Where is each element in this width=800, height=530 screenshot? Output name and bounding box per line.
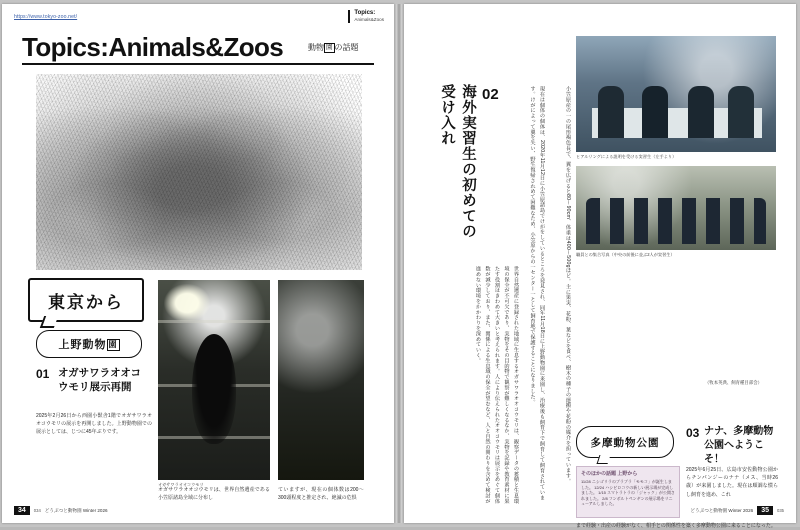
tokyo-stamp-label: 東京から bbox=[48, 292, 124, 312]
corner-logo bbox=[348, 10, 384, 23]
section-02-signature: （牧本英典、飼育種目部会） bbox=[704, 380, 762, 385]
masthead-subtitle bbox=[308, 42, 359, 53]
masthead-rule bbox=[22, 63, 374, 65]
internship-photo-2-caption: 職員との集合写真（中央の前後に並ぶ2人が実習生） bbox=[576, 252, 675, 257]
tama-zoo-label: 多摩動物公園 bbox=[590, 436, 660, 449]
right-page-number: 35 bbox=[757, 506, 773, 515]
tama-zoo-bubble-tail bbox=[597, 455, 611, 464]
bat-photo-light bbox=[164, 284, 210, 322]
ueno-zoo-bubble bbox=[36, 330, 142, 358]
right-footer-text: どうぶつと動物園 Winter 2026 bbox=[690, 507, 754, 513]
url-text[interactable]: https://www.tokyo-zoo.net/ bbox=[14, 14, 78, 20]
internship-photo-1 bbox=[576, 36, 776, 152]
other-topics-box bbox=[576, 466, 680, 518]
masthead-sub-pre: 動物 bbox=[308, 43, 324, 52]
left-column-2: ていますが、現在の個体数は200〜300頭程度と推定され、絶滅の危惧 bbox=[278, 487, 364, 502]
tama-zoo-bubble bbox=[576, 426, 674, 458]
right-page bbox=[404, 4, 796, 529]
masthead-sub-box: 園 bbox=[326, 44, 333, 51]
enclosure-photo bbox=[278, 280, 364, 480]
other-topics-lines: 11/28 ニシゴリラのブラブラ「モモコ」が誕生しました。 12/24 ハシビロコウの新しい展示場が完成しました。 1/15 スマトラトラの「ジャック」が公開されました。 2/8 フンボルトペンギンの展示場をリニューアルしました。 bbox=[581, 479, 675, 507]
masthead-title: Topics:Animals&Zoos bbox=[22, 32, 284, 62]
spread-gutter bbox=[396, 4, 402, 523]
person bbox=[688, 86, 714, 138]
left-page bbox=[2, 4, 394, 523]
person bbox=[598, 86, 624, 138]
bat-subject bbox=[192, 334, 236, 444]
section-03-title: ナナ、多摩動物公園へようこそ！ bbox=[704, 426, 774, 465]
section-03-body-2: まで経験・出産の経験がなく、相手との関係性を築く多摩動物公園に来ることになった。 bbox=[576, 523, 776, 529]
right-vertical-column-1: 小笠原産の一の尾形褐色長で、翼を広げると80〜90cm、体重は400〜500gほど。主に果実、花粉、葉などを食べ、樹木の種子の運搬や花粉の媒介を担っています。 bbox=[565, 86, 571, 484]
bat-photo-caption: オガサワラオオコウモリ bbox=[158, 482, 204, 487]
ueno-zoo-label: 上野動物 園 bbox=[58, 339, 118, 351]
tokyo-stamp-tail bbox=[40, 316, 58, 328]
left-content bbox=[22, 30, 374, 500]
internship-photo-2 bbox=[576, 166, 776, 250]
corner-logo-line1: Topics: bbox=[354, 10, 376, 16]
right-page-number-small: 035 bbox=[777, 508, 784, 513]
left-page-number: 34 bbox=[14, 506, 30, 515]
left-page-number-small: 034 bbox=[33, 508, 41, 513]
left-footer bbox=[14, 506, 108, 515]
left-column-1: オガサワラオオコウモリは、世界自然遺産である小笠原諸島全域に分布し bbox=[158, 487, 270, 502]
forest-illustration bbox=[36, 74, 362, 270]
right-vertical-column-3: 世界自然遺産に登録された地域に生息するオガサワラオオコウモリは、観察データの蓄積と生息環境の保全が不可欠であり、実物をその目的物で観察が難しくなるなか、実物を記録や教育素材に果たす役割はきわめて大きいと考えられます。人により伝えられたオオコウモリは展示をめぐて個体数が減少しており、また、関係による生息域の保全が望むなど、人と自然の関わりを含めて検討が進めない環境をかかわりを深めていく。 bbox=[475, 266, 519, 504]
bat-photo bbox=[158, 280, 270, 480]
group-row bbox=[586, 198, 766, 244]
article-01-number: 01 bbox=[36, 367, 50, 381]
person bbox=[728, 86, 754, 138]
corner-logo-line2: Animals&Zoos bbox=[354, 17, 384, 22]
section-03-body: 2025年6月25日、広島市安佐動物公園からチンパンジーのナナ（メス、当時26歳）が来園しました。現在は順調な慣らし飼育を進め、これ bbox=[686, 467, 778, 498]
section-02-number: 02 bbox=[482, 86, 499, 103]
other-topics-heading: そのほかの話題 上野から bbox=[581, 471, 638, 477]
section-03-number: 03 bbox=[686, 426, 700, 440]
section-02-title: 海外実習生の初めての受け入れ bbox=[439, 84, 476, 239]
internship-photo-1-caption: ヒアルリングによる説明を受ける実習生（左手より） bbox=[576, 154, 677, 159]
left-footer-text: どうぶつと動物園 Winter 2026 bbox=[44, 507, 108, 513]
right-footer bbox=[690, 506, 784, 515]
masthead-sub-post: の話題 bbox=[334, 43, 359, 52]
article-01-title: オガサワラオオコウモリ展示再開 bbox=[58, 367, 141, 393]
enclosure-bar bbox=[158, 320, 270, 323]
article-01-body: 2025年2月26日から西園小獣舎1階でオガサワラオオコウモリの展示を再開しました。上野動物園での展示としては、じつに45年ぶりです。 bbox=[36, 413, 152, 436]
right-vertical-column-2: 現在は個体の個体は、2020年11月12日に小笠原諸島でけがをしているところを発見され、同年11月18日に上野動物園に来園し、治療後も飼育下で飼育して飼育されています。けがによって翼を失い、野生復帰されめて困難なため、小笠原からの一センター一として飼育地で保護することになりました。 bbox=[529, 86, 545, 501]
masthead bbox=[22, 30, 374, 64]
person bbox=[642, 86, 668, 138]
